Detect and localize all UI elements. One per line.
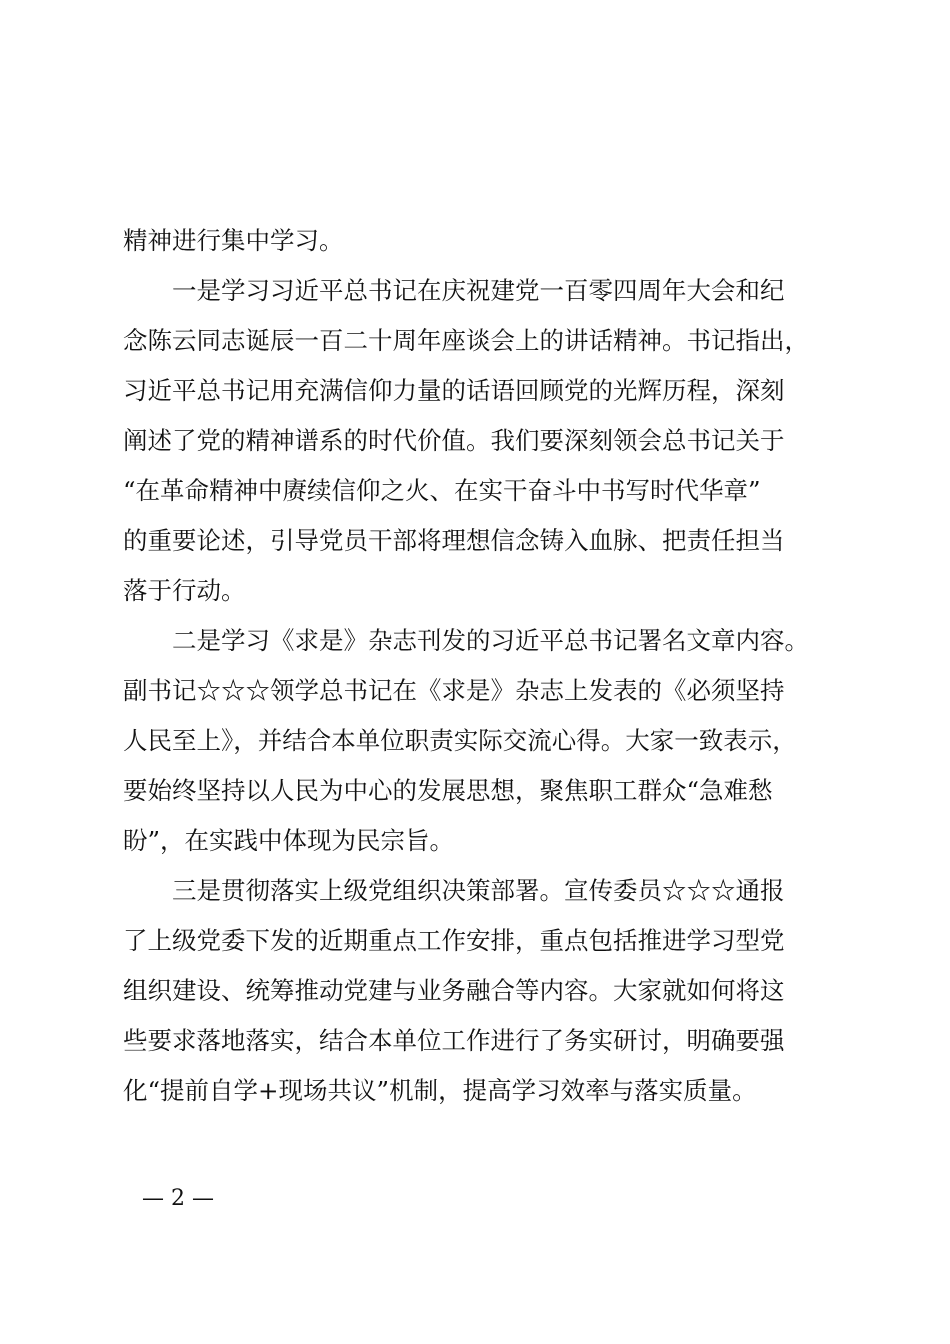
text-line: 些要求落地落实，结合本单位工作进行了务实研讨，明确要强: [123, 1026, 785, 1055]
text-line: 副书记☆☆☆领学总书记在《求是》杂志上发表的《必须坚持: [123, 676, 785, 705]
text-line: 的重要论述，引导党员干部将理想信念铸入血脉、把责任担当: [123, 526, 785, 555]
text-line: 一是学习习近平总书记在庆祝建党一百零四周年大会和纪: [123, 276, 785, 305]
text-line: 组织建设、统筹推动党建与业务融合等内容。大家就如何将这: [123, 976, 785, 1005]
text-line: 了上级党委下发的近期重点工作安排，重点包括推进学习型党: [123, 926, 785, 955]
text-line: 阐述了党的精神谱系的时代价值。我们要深刻领会总书记关于: [123, 426, 785, 455]
text-line: 三是贯彻落实上级党组织决策部署。宣传委员☆☆☆通报: [123, 876, 785, 905]
text-line: 念陈云同志诞辰一百二十周年座谈会上的讲话精神。书记指出，: [123, 326, 809, 355]
text-line: 二是学习《求是》杂志刊发的习近平总书记署名文章内容。: [123, 626, 809, 655]
text-line: 要始终坚持以人民为中心的发展思想，聚焦职工群众“急难愁: [123, 776, 773, 805]
text-line: 习近平总书记用充满信仰力量的话语回顾党的光辉历程，深刻: [123, 376, 785, 405]
text-line: 人民至上》，并结合本单位职责实际交流心得。大家一致表示，: [123, 726, 797, 755]
text-line: 盼”，在实践中体现为民宗旨。: [123, 826, 455, 855]
text-line: 精神进行集中学习。: [123, 226, 344, 255]
page-number: — 2 —: [142, 1186, 214, 1211]
text-line: 化“提前自学+现场共议”机制，提高学习效率与落实质量。: [123, 1076, 757, 1105]
text-line: “在革命精神中赓续信仰之火、在实干奋斗中书写时代华章”: [123, 476, 761, 505]
text-line: 落于行动。: [123, 576, 246, 605]
